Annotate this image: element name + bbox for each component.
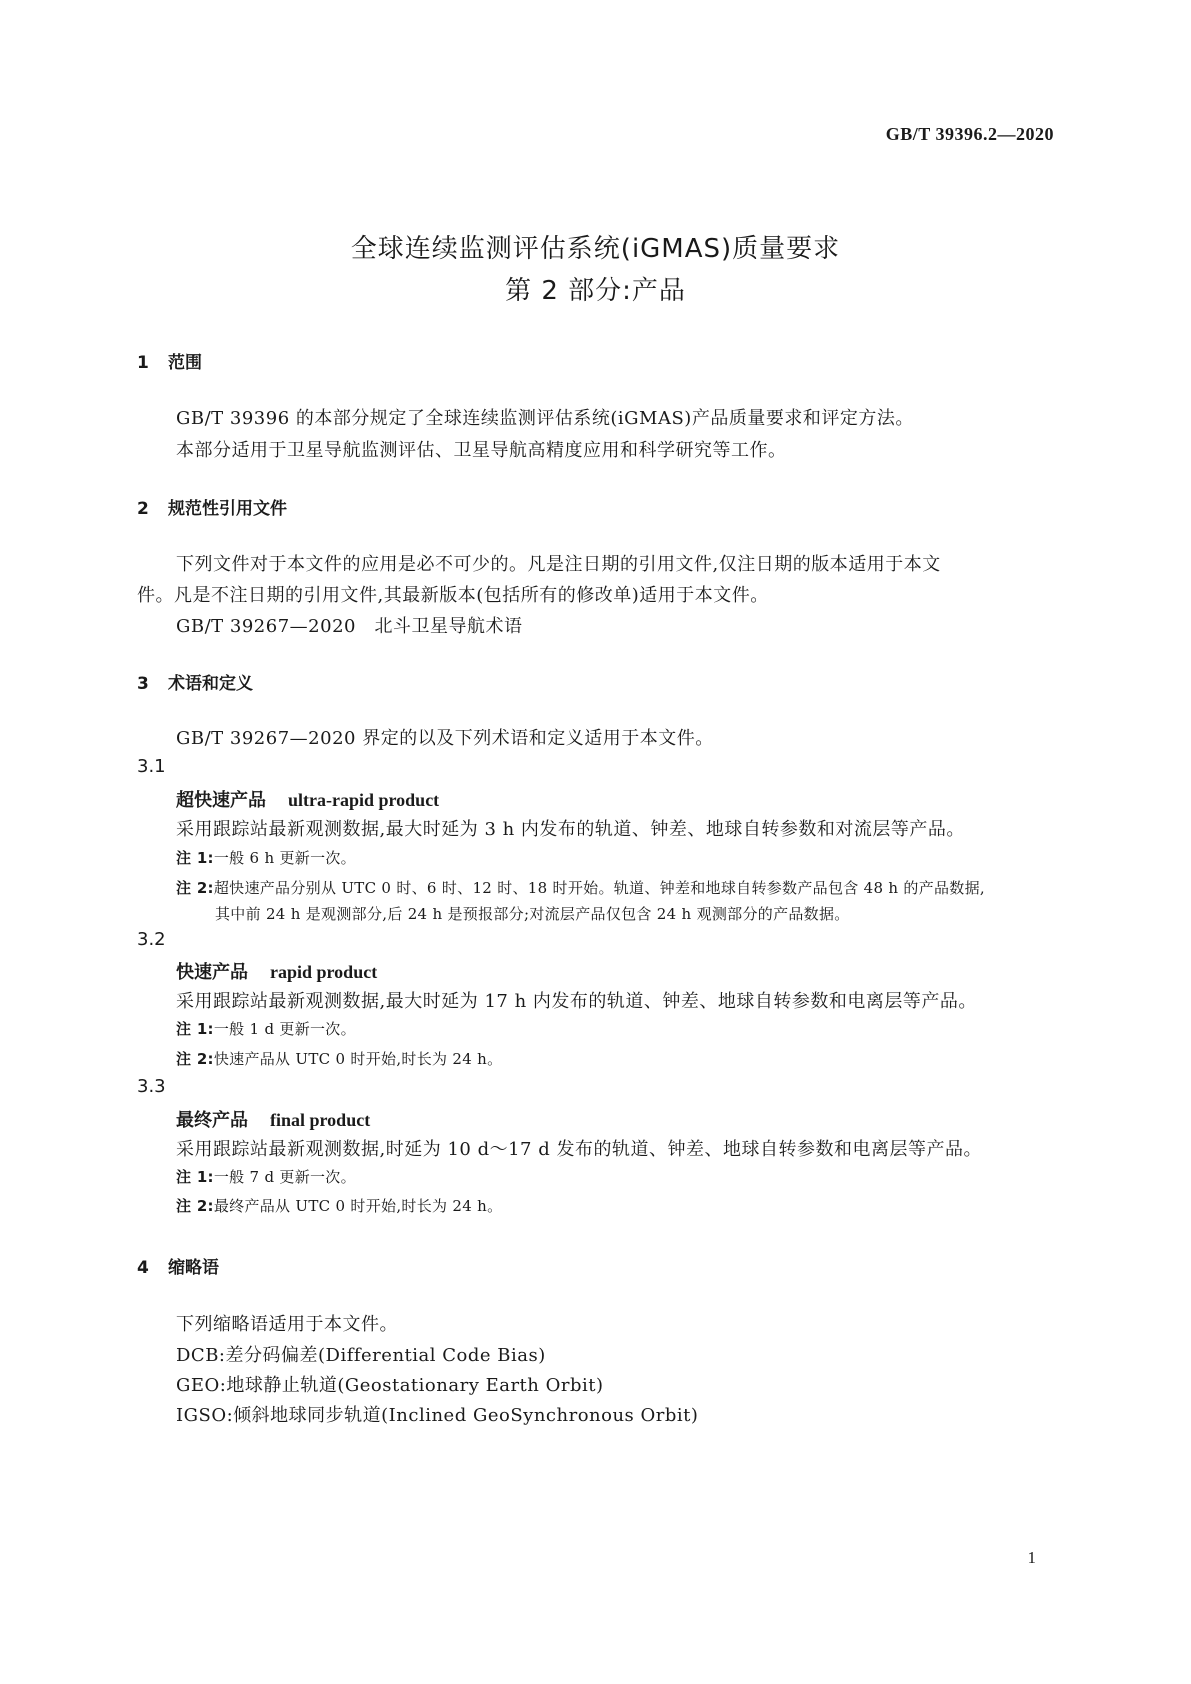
standard-number: GB/T 39396.2—2020 <box>885 124 1054 144</box>
paragraph: 下列缩略语适用于本文件。 <box>176 1314 398 1335</box>
section-heading-scope <box>137 348 202 373</box>
term-english: final product <box>270 1110 371 1130</box>
section-heading-normative-refs <box>137 494 287 519</box>
document-title: 全球连续监测评估系统(iGMAS)质量要求 <box>350 234 841 264</box>
note <box>176 847 356 868</box>
note <box>176 1166 356 1187</box>
note-label: 注 2: <box>176 879 214 897</box>
term-number: 3.1 <box>137 756 166 777</box>
note <box>176 1195 502 1216</box>
section-title: 缩略语 <box>168 1258 219 1278</box>
abbreviation-entry: DCB:差分码偏差(Differential Code Bias) <box>176 1345 546 1366</box>
reference-entry: GB/T 39267—2020 北斗卫星导航术语 <box>176 616 523 637</box>
note-text: 一般 1 d 更新一次。 <box>213 1020 356 1038</box>
term-chinese: 最终产品 <box>176 1110 248 1131</box>
note-continuation: 其中前 24 h 是观测部分,后 24 h 是预报部分;对流层产品仅包含 24 h 观测部分的产品数据。 <box>215 905 850 923</box>
note <box>176 1048 502 1069</box>
note <box>176 877 985 898</box>
paragraph: 本部分适用于卫星导航监测评估、卫星导航高精度应用和科学研究等工作。 <box>176 440 787 461</box>
note-text: 一般 6 h 更新一次。 <box>213 849 356 867</box>
document-subtitle: 第 2 部分:产品 <box>505 276 686 306</box>
abbreviation-entry: GEO:地球静止轨道(Geostationary Earth Orbit) <box>176 1375 604 1396</box>
paragraph: 下列文件对于本文件的应用是必不可少的。凡是注日期的引用文件,仅注日期的版本适用于本文 <box>176 554 941 575</box>
section-number: 4 <box>137 1258 149 1278</box>
term-definition: 采用跟踪站最新观测数据,最大时延为 3 h 内发布的轨道、钟差、地球自转参数和对流层等产品。 <box>176 819 965 840</box>
abbreviation-entry: IGSO:倾斜地球同步轨道(Inclined GeoSynchronous Orbit) <box>176 1405 699 1426</box>
term-english: rapid product <box>270 962 378 982</box>
note-text: 超快速产品分别从 UTC 0 时、6 时、12 时、18 时开始。轨道、钟差和地球自转参数产品包含 48 h 的产品数据, <box>213 879 985 897</box>
page-number: 1 <box>1027 1548 1036 1567</box>
section-title: 规范性引用文件 <box>168 499 287 519</box>
term-chinese: 超快速产品 <box>176 790 266 811</box>
note-label: 注 1: <box>176 1168 214 1186</box>
section-number: 3 <box>137 674 149 694</box>
term-heading <box>176 786 439 812</box>
section-title: 术语和定义 <box>168 674 253 694</box>
paragraph: GB/T 39267—2020 界定的以及下列术语和定义适用于本文件。 <box>176 728 714 749</box>
term-number: 3.2 <box>137 929 166 950</box>
note-text: 快速产品从 UTC 0 时开始,时长为 24 h。 <box>213 1050 503 1068</box>
term-chinese: 快速产品 <box>176 962 248 983</box>
section-title: 范围 <box>168 353 202 373</box>
note-label: 注 1: <box>176 1020 214 1038</box>
term-definition: 采用跟踪站最新观测数据,最大时延为 17 h 内发布的轨道、钟差、地球自转参数和电离层等产品。 <box>176 991 977 1012</box>
term-definition: 采用跟踪站最新观测数据,时延为 10 d～17 d 发布的轨道、钟差、地球自转参数和电离层等产品。 <box>176 1139 982 1160</box>
note-label: 注 2: <box>176 1197 214 1215</box>
term-heading <box>176 1106 370 1132</box>
section-number: 1 <box>137 353 149 373</box>
section-heading-terms <box>137 669 253 694</box>
paragraph: GB/T 39396 的本部分规定了全球连续监测评估系统(iGMAS)产品质量要求和评定方法。 <box>176 408 914 429</box>
note-label: 注 2: <box>176 1050 214 1068</box>
note-label: 注 1: <box>176 849 214 867</box>
section-number: 2 <box>137 499 149 519</box>
term-english: ultra-rapid product <box>288 790 440 810</box>
note-text: 一般 7 d 更新一次。 <box>213 1168 356 1186</box>
term-heading <box>176 958 377 984</box>
paragraph: 件。凡是不注日期的引用文件,其最新版本(包括所有的修改单)适用于本文件。 <box>137 585 769 606</box>
term-number: 3.3 <box>137 1076 166 1097</box>
note <box>176 1018 356 1039</box>
note-text: 最终产品从 UTC 0 时开始,时长为 24 h。 <box>213 1197 503 1215</box>
section-heading-abbreviations <box>137 1253 219 1278</box>
